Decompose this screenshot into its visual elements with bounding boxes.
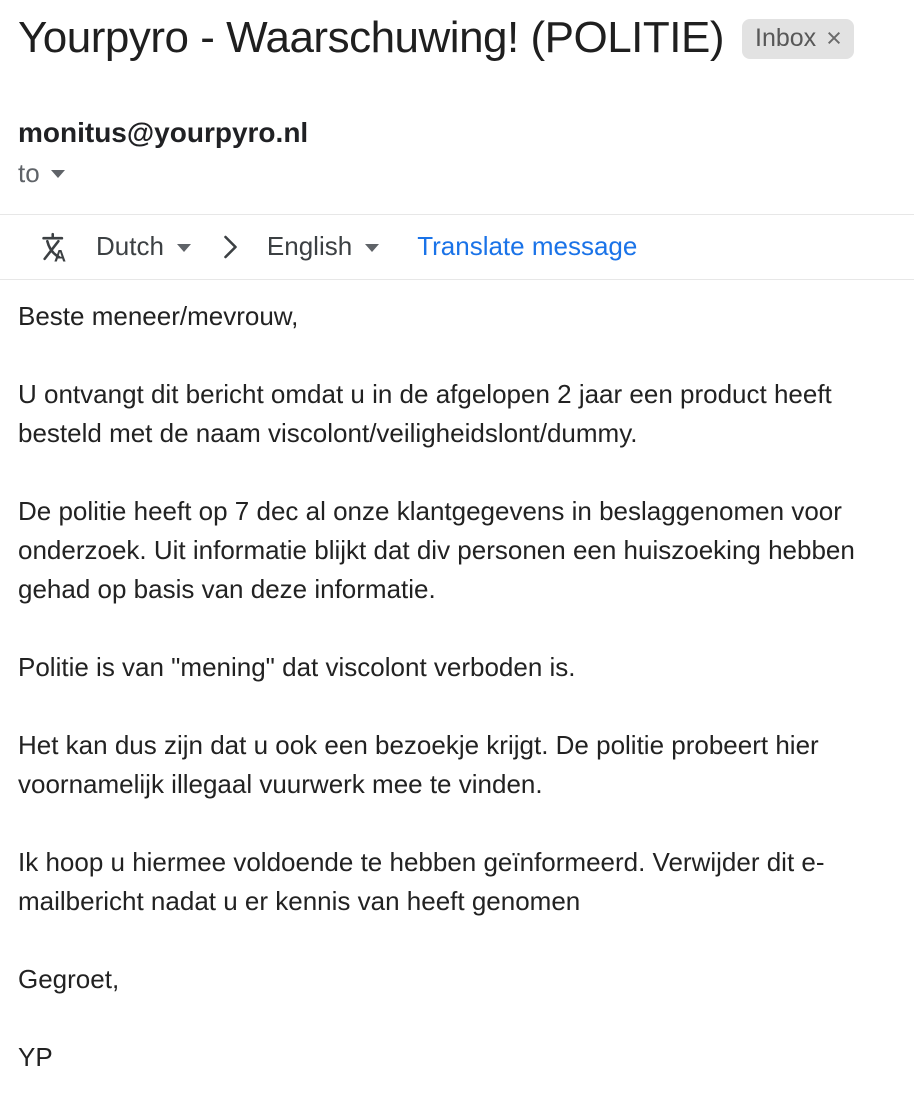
to-label: to bbox=[18, 157, 40, 188]
source-language-label: Dutch bbox=[96, 231, 164, 262]
body-paragraph: De politie heeft op 7 dec al onze klantgegevens in beslaggenomen voor onderzoek. Uit informatie blijkt dat div personen een huiszoeking hebben gehad op basis van deze informatie. bbox=[18, 495, 855, 604]
body-paragraph: Beste meneer/mevrouw, bbox=[18, 300, 299, 331]
inbox-label-badge[interactable] bbox=[742, 19, 854, 59]
body-paragraph: Het kan dus zijn dat u ook een bezoekje krijgt. De politie probeert hier voornamelijk illegaal vuurwerk mee te vinden. bbox=[18, 729, 819, 799]
body-paragraph: Politie is van "mening" dat viscolont verboden is. bbox=[18, 651, 576, 682]
target-language-label: English bbox=[266, 231, 353, 262]
dropdown-caret-icon bbox=[177, 244, 191, 252]
svg-text:A: A bbox=[53, 246, 66, 263]
dropdown-caret-icon bbox=[365, 244, 379, 252]
translate-message-link[interactable]: Translate message bbox=[417, 231, 638, 262]
sender-block bbox=[0, 117, 914, 187]
email-body bbox=[0, 280, 914, 1077]
sender-email[interactable]: monitus@yourpyro.nl bbox=[18, 116, 309, 148]
recipient-details-toggle[interactable] bbox=[18, 159, 65, 187]
chevron-down-icon bbox=[51, 170, 65, 178]
source-language-dropdown[interactable] bbox=[96, 231, 191, 262]
subject-row bbox=[0, 0, 914, 65]
remove-label-icon[interactable]: × bbox=[826, 23, 842, 54]
translate-icon bbox=[40, 231, 71, 262]
chevron-right-icon bbox=[222, 234, 239, 260]
body-paragraph: YP bbox=[18, 1041, 53, 1072]
body-paragraph: Ik hoop u hiermee voldoende te hebben geïnformeerd. Verwijder dit e-mailbericht nadat u er kennis van heeft genomen bbox=[18, 846, 825, 916]
body-paragraph: Gegroet, bbox=[18, 963, 120, 994]
translate-bar bbox=[0, 214, 914, 280]
email-subject: Yourpyro - Waarschuwing! (POLITIE) bbox=[18, 13, 724, 62]
target-language-dropdown[interactable] bbox=[267, 231, 379, 262]
body-paragraph: U ontvangt dit bericht omdat u in de afgelopen 2 jaar een product heeft besteld met de naam viscolont/veiligheidslont/dummy. bbox=[18, 378, 832, 448]
inbox-label-text: Inbox bbox=[755, 24, 817, 53]
